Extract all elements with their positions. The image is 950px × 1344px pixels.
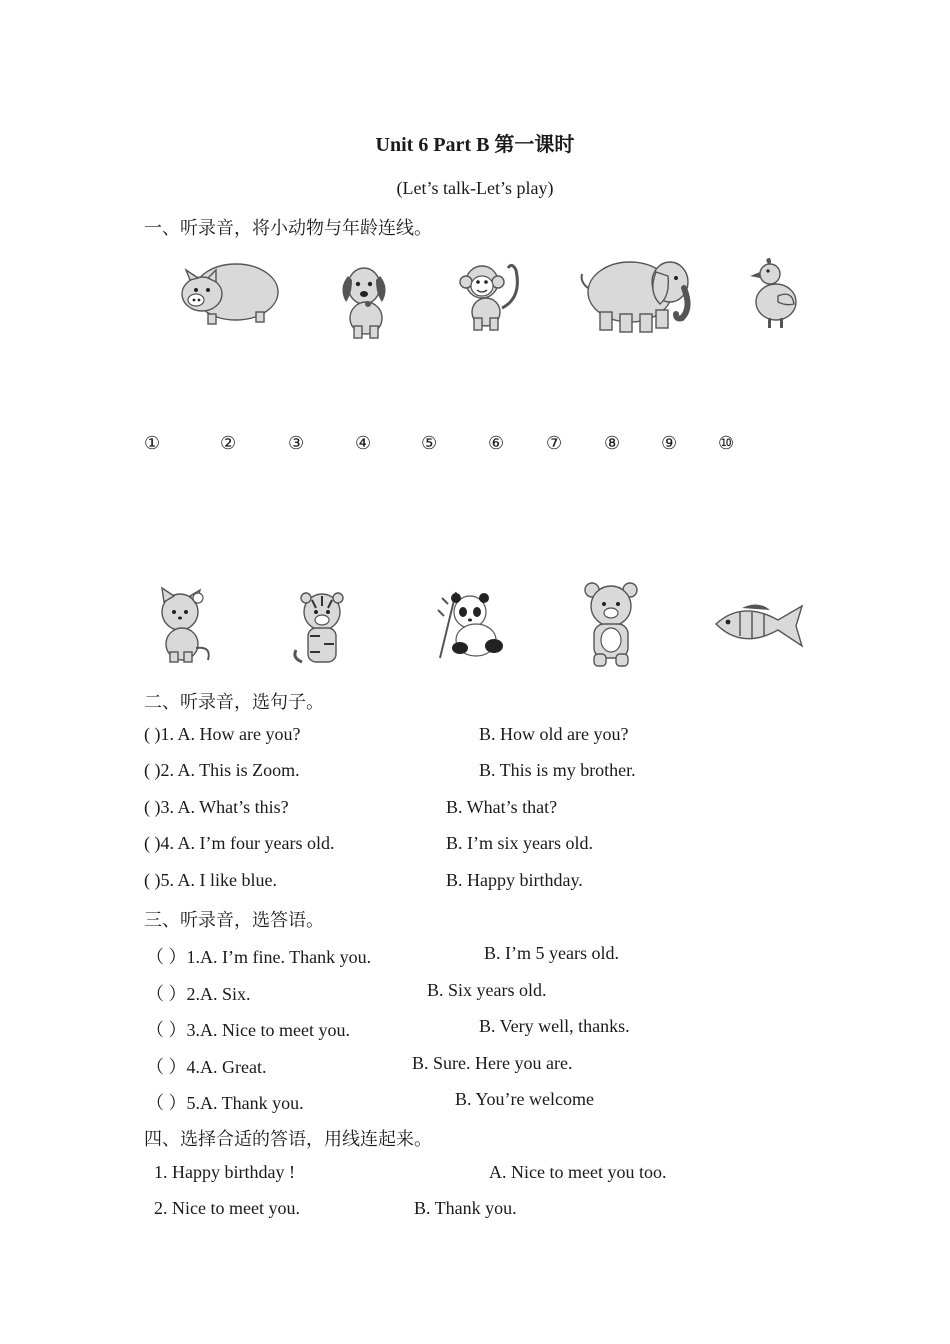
option-b: B. I’m six years old.: [446, 833, 593, 853]
question-line: （ ）1.A. I’m fine. Thank you.: [146, 947, 372, 967]
age-number: ⑤: [421, 433, 438, 453]
option-b: B. Six years old.: [427, 980, 547, 1000]
question-line: ( )4. A. I’m four years old.: [144, 833, 335, 853]
match-left: 1. Happy birthday !: [154, 1162, 295, 1182]
fish-icon: [712, 600, 804, 650]
age-number: ⑥: [488, 433, 505, 453]
option-b: B. You’re welcome: [455, 1089, 594, 1109]
age-number: ③: [288, 433, 305, 453]
question-line: （ ）4.A. Great.: [146, 1057, 267, 1077]
option-b: B. What’s that?: [446, 797, 558, 817]
question-line: （ ）5.A. Thank you.: [146, 1093, 304, 1113]
age-number: ⑩: [718, 433, 735, 453]
question-line: ( )3. A. What’s this?: [144, 797, 289, 817]
question-line: （ ）3.A. Nice to meet you.: [146, 1020, 350, 1040]
option-b: B. Very well, thanks.: [479, 1016, 630, 1036]
duck-icon: [748, 256, 804, 334]
age-number: ⑨: [661, 433, 678, 453]
option-b: B. Happy birthday.: [446, 870, 583, 890]
page-title: Unit 6 Part B 第一课时: [375, 134, 575, 156]
match-right: A. Nice to meet you too.: [489, 1162, 667, 1182]
question-line: （ ）2.A. Six.: [146, 984, 251, 1004]
question-line: ( )2. A. This is Zoom.: [144, 760, 300, 780]
bear-icon: [580, 580, 642, 670]
pig-icon: [172, 258, 282, 328]
option-b: B. This is my brother.: [479, 760, 636, 780]
question-line: ( )1. A. How are you?: [144, 724, 301, 744]
elephant-icon: [576, 252, 706, 336]
option-b: B. I’m 5 years old.: [484, 943, 619, 963]
section1-heading: 一、听录音，将小动物与年龄连线。: [144, 218, 432, 238]
section3-heading: 三、听录音，选答语。: [144, 910, 324, 930]
monkey-icon: [456, 258, 526, 334]
question-line: ( )5. A. I like blue.: [144, 870, 277, 890]
age-number: ①: [144, 433, 161, 453]
option-b: B. Sure. Here you are.: [412, 1053, 573, 1073]
age-number: ⑦: [546, 433, 563, 453]
match-left: 2. Nice to meet you.: [154, 1198, 300, 1218]
cat-icon: [150, 586, 220, 666]
age-number: ④: [355, 433, 372, 453]
match-right: B. Thank you.: [414, 1198, 517, 1218]
section4-heading: 四、选择合适的答语，用线连起来。: [144, 1129, 432, 1149]
section2-heading: 二、听录音，选句子。: [144, 692, 324, 712]
age-number: ⑧: [604, 433, 621, 453]
age-number: ②: [220, 433, 237, 453]
option-b: B. How old are you?: [479, 724, 629, 744]
tiger-icon: [290, 588, 360, 668]
panda-icon: [436, 588, 508, 660]
dog-icon: [328, 258, 398, 340]
page-subtitle: (Let’s talk-Let’s play): [396, 178, 554, 198]
